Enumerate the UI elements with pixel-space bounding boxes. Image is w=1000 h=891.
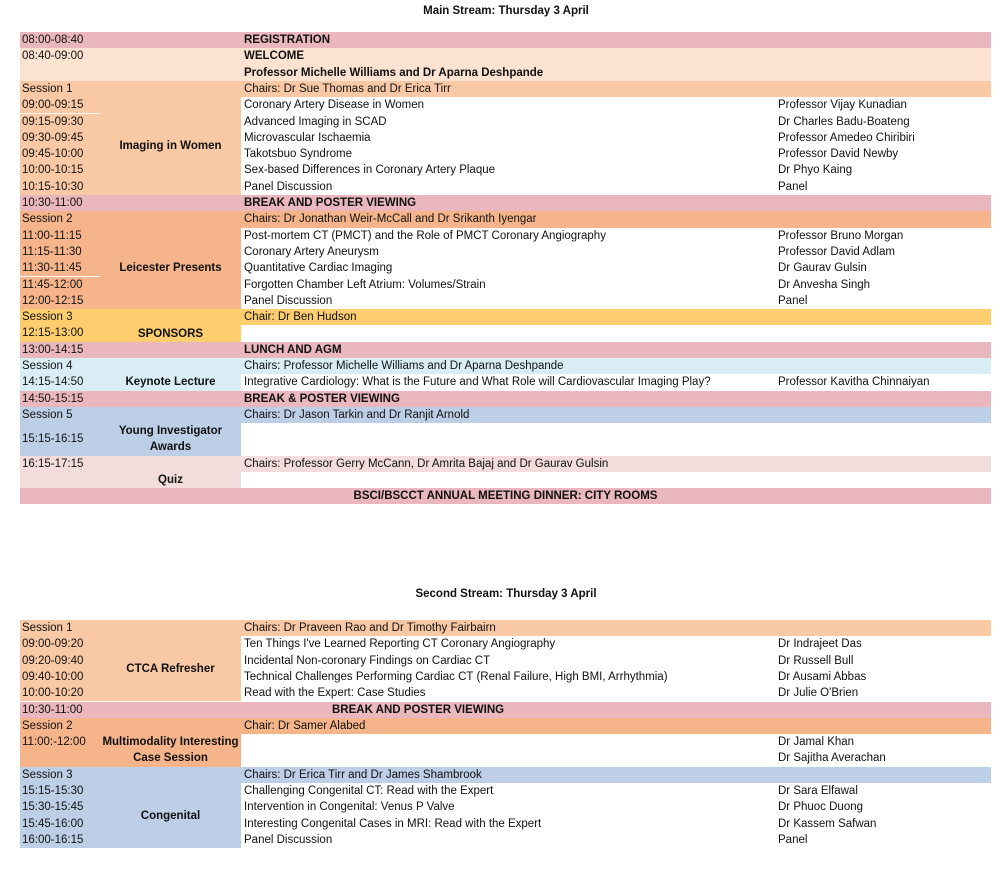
presenter-cell <box>778 767 991 783</box>
session-cell: Chairs: Dr Praveen Rao and Dr Timothy Fairbairn <box>244 622 496 634</box>
session-cell: Coronary Artery Aneurysm <box>244 245 379 258</box>
time-cell <box>22 750 100 766</box>
time-cell: 10:15-10:30 <box>22 180 84 193</box>
presenter-cell <box>778 456 991 472</box>
main-row <box>20 391 991 407</box>
time-cell: 15:15-16:15 <box>22 433 84 446</box>
session-cell: Intervention in Congenital: Venus P Valve <box>244 801 455 814</box>
time-cell: 11:00-11:15 <box>22 229 82 242</box>
session-cell: Chairs: Dr Jason Tarkin and Dr Ranjit Arnold <box>244 408 470 421</box>
time-cell: 11:30-11:45 <box>22 262 82 275</box>
presenter-cell <box>778 423 991 439</box>
time-cell: 09:00-09:20 <box>22 638 84 651</box>
time-cell: 09:30-09:45 <box>22 131 84 144</box>
presenter-cell: Professor Bruno Morgan <box>778 229 904 242</box>
presenter-cell <box>778 211 991 227</box>
session-cell <box>244 750 774 766</box>
session-cell: Chairs: Professor Gerry McCann, Dr Amrita Bajaj and Dr Gaurav Gulsin <box>244 457 609 470</box>
presenter-cell: Professor David Newby <box>778 148 899 161</box>
time-cell: 09:15-09:30 <box>22 115 84 128</box>
main-row <box>20 32 991 48</box>
presenter-cell: Dr Charles Badu-Boateng <box>778 115 910 128</box>
main-stream-title: Main Stream: Thursday 3 April <box>423 5 589 17</box>
presenter-cell <box>778 81 991 97</box>
presenter-cell: Dr Phyo Kaing <box>778 164 853 177</box>
presenter-cell <box>778 620 991 636</box>
time-cell: 11:00:-12:00 <box>22 736 86 749</box>
time-cell: 08:00-08:40 <box>22 34 84 46</box>
time-cell: Session 4 <box>22 360 73 372</box>
time-cell: 09:40-10:00 <box>22 670 84 683</box>
session-cell: Panel Discussion <box>244 833 333 846</box>
time-cell: 15:15-15:30 <box>22 785 84 797</box>
time-cell: 15:45-16:00 <box>22 817 84 830</box>
presenter-cell <box>778 309 991 325</box>
ctca-refresher-block: CTCA Refresher <box>100 636 241 701</box>
session-cell: Read with the Expert: Case Studies <box>244 687 426 700</box>
session-cell: Chairs: Dr Sue Thomas and Dr Erica Tirr <box>244 82 451 95</box>
main-row <box>20 48 991 64</box>
session-cell: Panel Discussion <box>244 294 333 307</box>
presenter-cell: Dr Indrajeet Das <box>778 638 862 651</box>
main-row <box>20 81 991 97</box>
time-cell: 13:00-14:15 <box>22 343 84 356</box>
session-cell: Incidental Non-coronary Findings on Cardiac CT <box>244 654 491 667</box>
time-cell: 09:20-09:40 <box>22 654 84 667</box>
time-cell: 10:30-11:00 <box>22 197 83 209</box>
keynote-lecture-block: Keynote Lecture <box>100 374 241 390</box>
session-cell <box>244 423 774 439</box>
session-cell: Microvascular Ischaemia <box>244 131 371 144</box>
time-cell: Session 1 <box>22 82 73 95</box>
time-cell: Session 5 <box>22 408 73 421</box>
time-cell <box>22 65 100 81</box>
session-cell: Chairs: Dr Erica Tirr and Dr James Shambrook <box>244 768 482 781</box>
session-cell: Coronary Artery Disease in Women <box>244 99 425 112</box>
session-cell: Sex-based Differences in Coronary Artery Plaque <box>244 164 496 177</box>
time-cell: 12:00-12:15 <box>22 294 84 307</box>
dinner-label: BSCI/BSCCT ANNUAL MEETING DINNER: CITY ROOMS <box>353 490 658 503</box>
presenter-cell: Dr Phuoc Duong <box>778 801 864 814</box>
main-row <box>20 195 991 211</box>
presenter-cell <box>778 472 991 488</box>
presenter-cell: Professor Vijay Kunadian <box>778 99 907 112</box>
session-cell: Chair: Dr Ben Hudson <box>244 311 357 324</box>
presenter-cell <box>778 358 991 374</box>
presenter-cell: Professor Amedeo Chiribiri <box>778 131 915 144</box>
time-cell <box>22 472 100 488</box>
sponsors-block: SPONSORS <box>100 325 241 341</box>
main-row <box>20 456 991 472</box>
session-cell: Interesting Congenital Cases in MRI: Read with the Expert <box>244 817 542 830</box>
session-cell: Professor Michelle Williams and Dr Aparna Deshpande <box>244 66 544 79</box>
time-cell: 12:15-13:00 <box>22 327 84 340</box>
congenital-block: Congenital <box>100 783 241 848</box>
session-cell: Challenging Congenital CT: Read with the Expert <box>244 785 494 797</box>
session-cell: REGISTRATION <box>244 34 331 46</box>
session-cell: Takotsbuo Syndrome <box>244 148 353 161</box>
main-row <box>20 211 991 227</box>
young-investigator-block: Young Investigator Awards <box>100 423 241 456</box>
session-cell <box>244 734 774 750</box>
multimodality-block: Multimodality Interesting Case Session <box>100 734 241 767</box>
session-cell: Quantitative Cardiac Imaging <box>244 262 393 275</box>
time-cell: 11:45-12:00 <box>22 278 83 291</box>
time-cell: 10:00-10:20 <box>22 687 84 700</box>
session-cell: Ten Things I've Learned Reporting CT Coronary Angiography <box>244 638 556 651</box>
imaging-in-women-block: Imaging in Women <box>100 97 241 195</box>
time-cell: 09:45-10:00 <box>22 148 84 161</box>
dinner-row <box>20 488 991 504</box>
time-cell: 14:50-15:15 <box>22 392 84 405</box>
session-cell: Chairs: Professor Michelle Williams and Dr Aparna Deshpande <box>244 360 564 372</box>
time-cell: 10:00-10:15 <box>22 164 84 177</box>
second-row <box>20 702 991 718</box>
time-cell: 16:00-16:15 <box>22 833 84 846</box>
main-row <box>20 342 991 358</box>
time-cell: Session 3 <box>22 768 73 781</box>
session-cell: Technical Challenges Performing Cardiac CT (Renal Failure, High BMI, Arrhythmia) <box>244 670 668 683</box>
session-cell: BREAK & POSTER VIEWING <box>244 392 400 405</box>
time-cell: 14:15-14:50 <box>22 376 84 389</box>
presenter-cell <box>778 407 991 423</box>
presenter-cell <box>778 65 991 81</box>
main-row <box>20 358 991 374</box>
time-cell: Session 2 <box>22 213 73 226</box>
second-row <box>20 718 991 734</box>
time-cell: 08:40-09:00 <box>22 50 84 63</box>
time-cell: Session 3 <box>22 311 73 324</box>
time-cell: 15:30-15:45 <box>22 801 84 814</box>
session-cell: Forgotten Chamber Left Atrium: Volumes/Strain <box>244 278 486 291</box>
time-cell: 16:15-17:15 <box>22 457 84 470</box>
presenter-cell: Dr Anvesha Singh <box>778 278 871 291</box>
session-cell: WELCOME <box>244 50 305 63</box>
second-row <box>20 767 991 783</box>
presenter-cell: Dr Ausami Abbas <box>778 670 867 683</box>
second-row <box>20 620 991 636</box>
session-cell: Chairs: Dr Jonathan Weir-McCall and Dr Srikanth Iyengar <box>244 213 537 226</box>
session-cell: LUNCH AND AGM <box>244 343 342 356</box>
session-cell: Chair: Dr Samer Alabed <box>244 719 366 732</box>
presenter-cell: Professor Kavitha Chinnaiyan <box>778 376 930 389</box>
time-cell: 09:00-09:15 <box>22 99 84 112</box>
time-cell: Session 1 <box>22 622 73 634</box>
presenter-cell <box>778 391 991 407</box>
second-stream-title: Second Stream: Thursday 3 April <box>415 588 597 600</box>
time-cell: 11:15-11:30 <box>22 245 82 258</box>
presenter-cell <box>778 195 991 211</box>
main-row <box>20 407 991 423</box>
presenter-cell <box>778 718 991 734</box>
session-cell: Panel Discussion <box>244 180 333 193</box>
time-cell: Session 2 <box>22 719 73 732</box>
presenter-cell: Dr Sara Elfawal <box>778 785 858 797</box>
session-cell: Post-mortem CT (PMCT) and the Role of PMCT Coronary Angiography <box>244 229 606 242</box>
presenter-cell <box>778 48 991 64</box>
leicester-presents-block: Leicester Presents <box>100 228 241 310</box>
main-row <box>20 65 991 81</box>
presenter-cell: Dr Gaurav Gulsin <box>778 262 867 275</box>
session-cell <box>244 325 774 341</box>
presenter-cell: Dr Russell Bull <box>778 654 854 667</box>
presenter-cell: Dr Jamal Khan <box>778 736 855 749</box>
presenter-cell: Dr Julie O'Brien <box>778 687 859 700</box>
presenter-cell: Dr Sajitha Averachan <box>778 752 886 765</box>
presenter-cell: Panel <box>778 294 808 307</box>
presenter-cell: Panel <box>778 833 808 846</box>
presenter-cell: Dr Kassem Safwan <box>778 817 877 830</box>
session-cell: Integrative Cardiology: What is the Future and What Role will Cardiovascular Imaging Play? <box>244 376 711 389</box>
presenter-cell <box>778 342 991 358</box>
session-cell: BREAK AND POSTER VIEWING <box>244 197 417 209</box>
presenter-cell: Professor David Adlam <box>778 245 895 258</box>
quiz-block: Quiz <box>100 472 241 488</box>
session-cell <box>244 472 774 488</box>
presenter-cell <box>778 32 991 48</box>
session-cell: Advanced Imaging in SCAD <box>244 115 387 128</box>
presenter-cell: Panel <box>778 180 808 193</box>
presenter-cell <box>778 325 991 341</box>
main-row <box>20 309 991 325</box>
time-cell: 10:30-11:00 <box>22 703 83 716</box>
second-break-label: BREAK AND POSTER VIEWING <box>332 703 505 716</box>
